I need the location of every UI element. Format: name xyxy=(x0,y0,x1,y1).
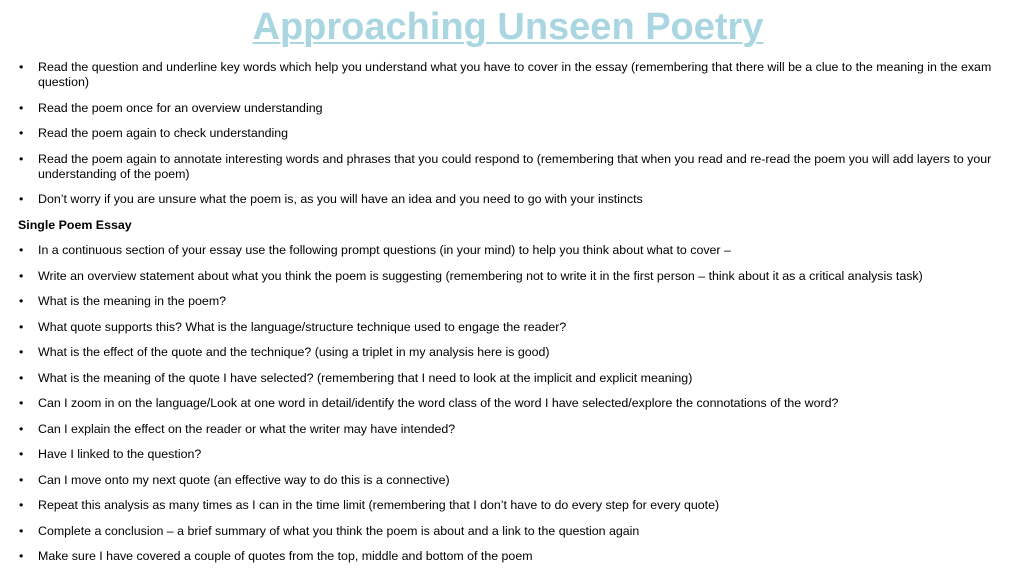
list-item xyxy=(18,192,1018,207)
list-item-text: Write an overview statement about what you think the poem is suggesting (remembering not to write it in the first person – think about it as a critical analysis task) xyxy=(38,268,923,283)
bullet-icon: • xyxy=(19,498,24,512)
bullet-icon: • xyxy=(19,268,24,283)
list-item xyxy=(18,101,1018,116)
bullet-icon: • xyxy=(19,319,24,334)
list-item-text: What is the meaning in the poem? xyxy=(38,294,227,308)
list-item xyxy=(18,498,1018,513)
list-item-text: What is the effect of the quote and the technique? (using a triplet in my analysis here is good) xyxy=(38,345,550,359)
list-item xyxy=(18,152,1018,182)
essay-list xyxy=(18,243,1018,564)
list-item xyxy=(18,345,1018,360)
bullet-icon: • xyxy=(19,192,24,206)
bullet-icon: • xyxy=(19,345,24,359)
list-item-text: Don’t worry if you are unsure what the poem is, as you will have an idea and you need to go with your instincts xyxy=(38,192,643,206)
list-item xyxy=(18,396,1018,411)
list-item-text: Read the poem again to check understanding xyxy=(38,126,289,140)
list-item-text: Read the poem once for an overview understanding xyxy=(38,100,323,115)
list-item xyxy=(18,320,1018,335)
list-item-text: Repeat this analysis as many times as I can in the time limit (remembering that I don’t have to do every step for every quote) xyxy=(38,498,720,512)
bullet-icon: • xyxy=(19,447,24,461)
bullet-icon: • xyxy=(19,100,24,115)
list-item-text: Read the poem again to annotate interesting words and phrases that you could respond to (remembering that when you read and re-read the poem you will add layers to your understanding of the poem) xyxy=(38,151,992,181)
list-item xyxy=(18,447,1018,462)
bullet-icon: • xyxy=(19,370,24,385)
bullet-icon: • xyxy=(19,396,24,410)
list-item-text: What is the meaning of the quote I have selected? (remembering that I need to look at the implicit and explicit meaning) xyxy=(38,370,693,385)
list-item xyxy=(18,243,1018,258)
list-item-text: Have I linked to the question? xyxy=(38,447,202,461)
list-item-text: What quote supports this? What is the language/structure technique used to engage the reader? xyxy=(38,319,567,334)
list-item-text: Make sure I have covered a couple of quotes from the top, middle and bottom of the poem xyxy=(38,549,533,563)
list-item xyxy=(18,126,1018,141)
bullet-icon: • xyxy=(19,472,24,487)
list-item xyxy=(18,371,1018,386)
list-item-text: Complete a conclusion – a brief summary of what you think the poem is about and a link to the question again xyxy=(38,523,640,538)
bullet-icon: • xyxy=(19,60,24,74)
bullet-icon: • xyxy=(19,126,24,140)
bullet-icon: • xyxy=(19,294,24,308)
bullet-icon: • xyxy=(19,523,24,538)
bullet-icon: • xyxy=(19,549,24,563)
list-item-text: Can I zoom in on the language/Look at one word in detail/identify the word class of the word I have selected/explore the connotations of the word? xyxy=(38,396,839,410)
list-item xyxy=(18,60,1018,90)
list-item-text: Can I move onto my next quote (an effective way to do this is a connective) xyxy=(38,472,450,487)
section-heading: Single Poem Essay xyxy=(18,217,132,232)
list-item-text: Can I explain the effect on the reader or what the writer may have intended? xyxy=(38,421,456,436)
list-item-text: Read the question and underline key words which help you understand what you have to cover in the essay (remembering that there will be a clue to the meaning in the exam question) xyxy=(38,60,992,89)
slide-content xyxy=(18,60,1018,575)
list-item xyxy=(18,549,1018,564)
list-item xyxy=(18,422,1018,437)
bullet-icon: • xyxy=(19,421,24,436)
list-item xyxy=(18,294,1018,309)
list-item xyxy=(18,473,1018,488)
list-item-text: In a continuous section of your essay use the following prompt questions (in your mind) to help you think about what to cover – xyxy=(38,243,731,257)
list-item xyxy=(18,524,1018,539)
bullet-icon: • xyxy=(19,243,24,257)
bullet-icon: • xyxy=(19,151,24,166)
list-item xyxy=(18,269,1018,284)
slide-title: Approaching Unseen Poetry xyxy=(252,6,764,48)
intro-list xyxy=(18,60,1018,207)
